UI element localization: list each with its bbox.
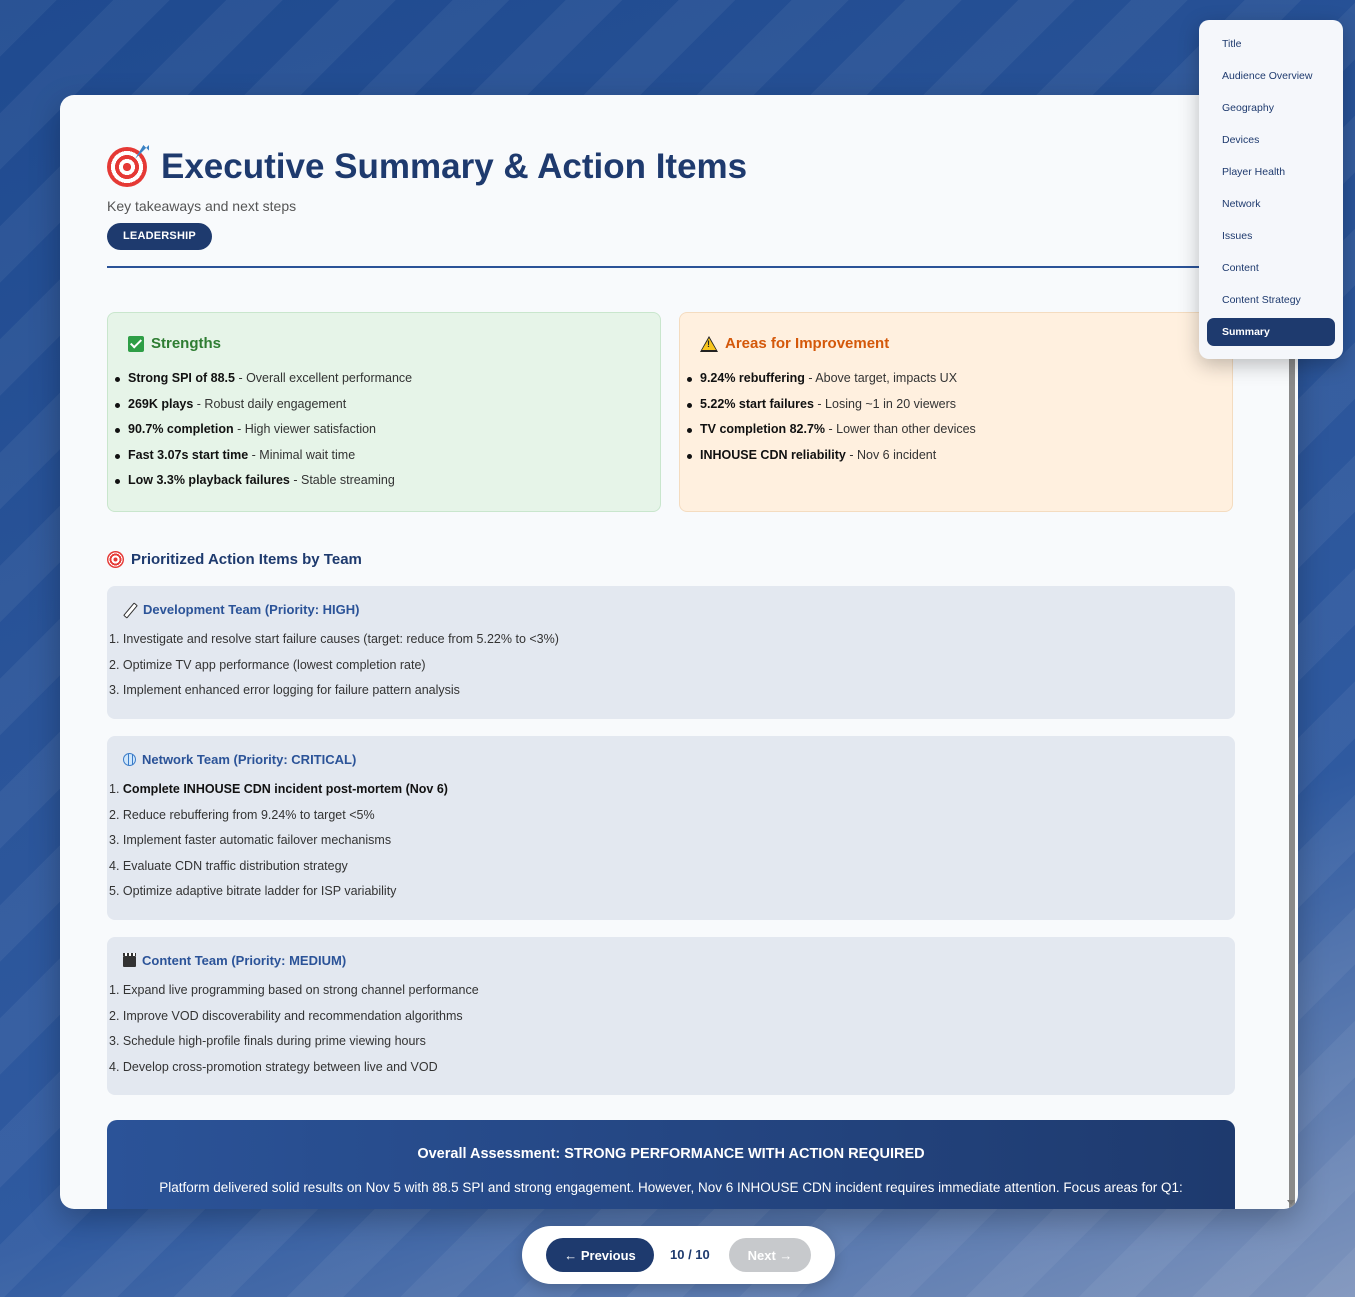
audience-badge: LEADERSHIP: [107, 223, 212, 250]
toc-item-issues[interactable]: Issues: [1222, 230, 1253, 242]
strengths-box: [107, 312, 661, 512]
item-text: - Losing ~1 in 20 viewers: [813, 396, 957, 411]
list-item: 2. Improve VOD discoverability and recommendation algorithms: [109, 1008, 463, 1023]
assessment-text: Platform delivered solid results on Nov 5 with 88.5 SPI and strong engagement. However, Nov 6 INHOUSE CDN incident requires immediate attention. Focus areas for Q1:: [159, 1180, 1183, 1195]
check-mark-icon: [128, 336, 144, 352]
item-bold: 5.22% start failures: [700, 396, 814, 411]
list-item: 3. Implement enhanced error logging for failure pattern analysis: [109, 683, 460, 697]
scrollbar-thumb[interactable]: [1289, 345, 1295, 1209]
toc-item-content-strategy[interactable]: Content Strategy: [1222, 294, 1301, 306]
assessment-title: [107, 1146, 1235, 1162]
list-item: [128, 443, 640, 469]
list-item: 2. Optimize TV app performance (lowest completion rate): [109, 657, 426, 672]
item-text: Implement enhanced error logging for failure pattern analysis: [122, 683, 460, 697]
list-item: 3. Schedule high-profile finals during prime viewing hours: [109, 1034, 426, 1048]
list-item: 4. Develop cross-promotion strategy between live and VOD: [109, 1059, 438, 1074]
development-team-box: [107, 586, 1235, 719]
item-text: Optimize TV app performance (lowest completion rate): [122, 657, 426, 672]
list-item: [700, 366, 1212, 392]
action-items-heading: [107, 551, 362, 568]
team-heading: [123, 752, 1235, 767]
team-action-list: [107, 978, 1235, 1080]
item-text: Evaluate CDN traffic distribution strategy: [122, 858, 348, 873]
item-text: - Above target, impacts UX: [804, 371, 958, 385]
table-of-contents: [1199, 20, 1343, 359]
previous-button[interactable]: ← Previous: [546, 1238, 654, 1272]
item-bold: 269K plays: [128, 396, 194, 411]
toc-item-audience-overview[interactable]: Audience Overview: [1222, 70, 1313, 82]
team-name: Content Team (Priority: MEDIUM): [142, 953, 347, 968]
team-name: Network Team (Priority: CRITICAL): [142, 752, 357, 767]
list-item: [700, 417, 1212, 443]
item-text: - High viewer satisfaction: [233, 422, 377, 436]
slide-title-text: Executive Summary & Action Items: [161, 147, 748, 186]
strengths-heading: [128, 335, 640, 352]
slide-navigation: [522, 1226, 835, 1284]
list-item: [128, 392, 640, 418]
item-bold: Fast 3.07s start time: [128, 447, 249, 462]
strengths-list: [128, 366, 640, 494]
list-item: 3. Implement faster automatic failover mechanisms: [109, 833, 392, 847]
item-bold: INHOUSE CDN reliability: [700, 447, 846, 462]
slide-subtitle: Key takeaways and next steps: [107, 198, 297, 214]
slide-counter: 10 / 10: [670, 1247, 710, 1262]
improvements-box: [679, 312, 1233, 512]
item-text: Expand live programming based on strong channel performance: [122, 983, 479, 997]
scroll-down-arrow-icon[interactable]: [1287, 1200, 1295, 1205]
target-icon: [107, 551, 124, 568]
list-item: [128, 417, 640, 443]
pencil-icon: [123, 603, 137, 617]
list-item: 5. Optimize adaptive bitrate ladder for ISP variability: [109, 884, 397, 898]
toc-item-network[interactable]: Network: [1222, 198, 1261, 210]
item-text: Investigate and resolve start failure causes (target: reduce from 5.22% to <3%): [122, 632, 559, 646]
item-text: - Nov 6 incident: [845, 447, 937, 462]
content-team-box: [107, 937, 1235, 1095]
globe-icon: [123, 753, 136, 766]
action-items-heading-text: Prioritized Action Items by Team: [131, 551, 362, 568]
slide-card: [60, 95, 1298, 1209]
item-text: - Robust daily engagement: [193, 396, 347, 411]
toc-item-player-health[interactable]: Player Health: [1222, 166, 1286, 178]
network-team-box: [107, 736, 1235, 920]
toc-item-summary[interactable]: Summary: [1207, 318, 1335, 346]
list-item: [128, 366, 640, 392]
team-action-list: [107, 627, 1235, 704]
toc-item-devices[interactable]: Devices: [1222, 134, 1260, 146]
team-action-list: [107, 777, 1235, 905]
assessment-label: Overall Assessment:: [417, 1146, 561, 1162]
list-item: [700, 392, 1212, 418]
item-bold: TV completion 82.7%: [700, 422, 826, 436]
list-item: [700, 443, 1212, 469]
item-text: - Stable streaming: [289, 473, 395, 487]
item-bold: Strong SPI of 88.5: [128, 371, 235, 385]
team-heading: [123, 602, 1235, 617]
strengths-heading-text: Strengths: [151, 335, 222, 352]
team-name: Development Team (Priority: HIGH): [143, 602, 360, 617]
warning-icon: [700, 336, 718, 352]
overall-assessment: [107, 1120, 1235, 1209]
item-text: Implement faster automatic failover mechanisms: [122, 833, 392, 847]
improvements-heading-text: Areas for Improvement: [725, 335, 890, 352]
next-button[interactable]: Next →: [729, 1238, 811, 1272]
item-bold: 9.24% rebuffering: [700, 371, 805, 385]
item-text: Improve VOD discoverability and recommendation algorithms: [122, 1008, 463, 1023]
item-text: - Overall excellent performance: [234, 371, 413, 385]
list-item: 1. Investigate and resolve start failure causes (target: reduce from 5.22% to <3%): [109, 632, 559, 646]
improvements-list: [700, 366, 1212, 468]
item-text: Schedule high-profile finals during prime viewing hours: [122, 1034, 426, 1048]
item-bold: Low 3.3% playback failures: [128, 473, 290, 487]
item-text: - Minimal wait time: [248, 447, 356, 462]
header-divider: [107, 266, 1235, 268]
improvements-heading: [700, 335, 1212, 352]
clapperboard-icon: [123, 956, 136, 967]
team-heading: [123, 953, 1235, 968]
toc-item-geography[interactable]: Geography: [1222, 102, 1274, 114]
toc-item-title[interactable]: Title: [1222, 38, 1242, 50]
list-item: 4. Evaluate CDN traffic distribution strategy: [109, 858, 348, 873]
item-text: Develop cross-promotion strategy between live and VOD: [122, 1059, 438, 1074]
target-icon: [107, 147, 147, 187]
item-text: - Lower than other devices: [825, 422, 976, 436]
assessment-verdict: STRONG PERFORMANCE WITH ACTION REQUIRED: [564, 1146, 925, 1162]
toc-item-content[interactable]: Content: [1222, 262, 1259, 274]
list-item: [128, 468, 640, 494]
list-item: 2. Reduce rebuffering from 9.24% to target <5%: [109, 807, 375, 822]
item-text: Reduce rebuffering from 9.24% to target <5%: [122, 807, 375, 822]
list-item: 1. Complete INHOUSE CDN incident post-mortem (Nov 6): [109, 782, 448, 796]
item-bold: 90.7% completion: [128, 422, 234, 436]
list-item: 1. Expand live programming based on strong channel performance: [109, 983, 479, 997]
item-text: Optimize adaptive bitrate ladder for ISP variability: [122, 884, 397, 898]
slide-title: [107, 147, 747, 187]
item-text: Complete INHOUSE CDN incident post-mortem (Nov 6): [122, 782, 448, 796]
